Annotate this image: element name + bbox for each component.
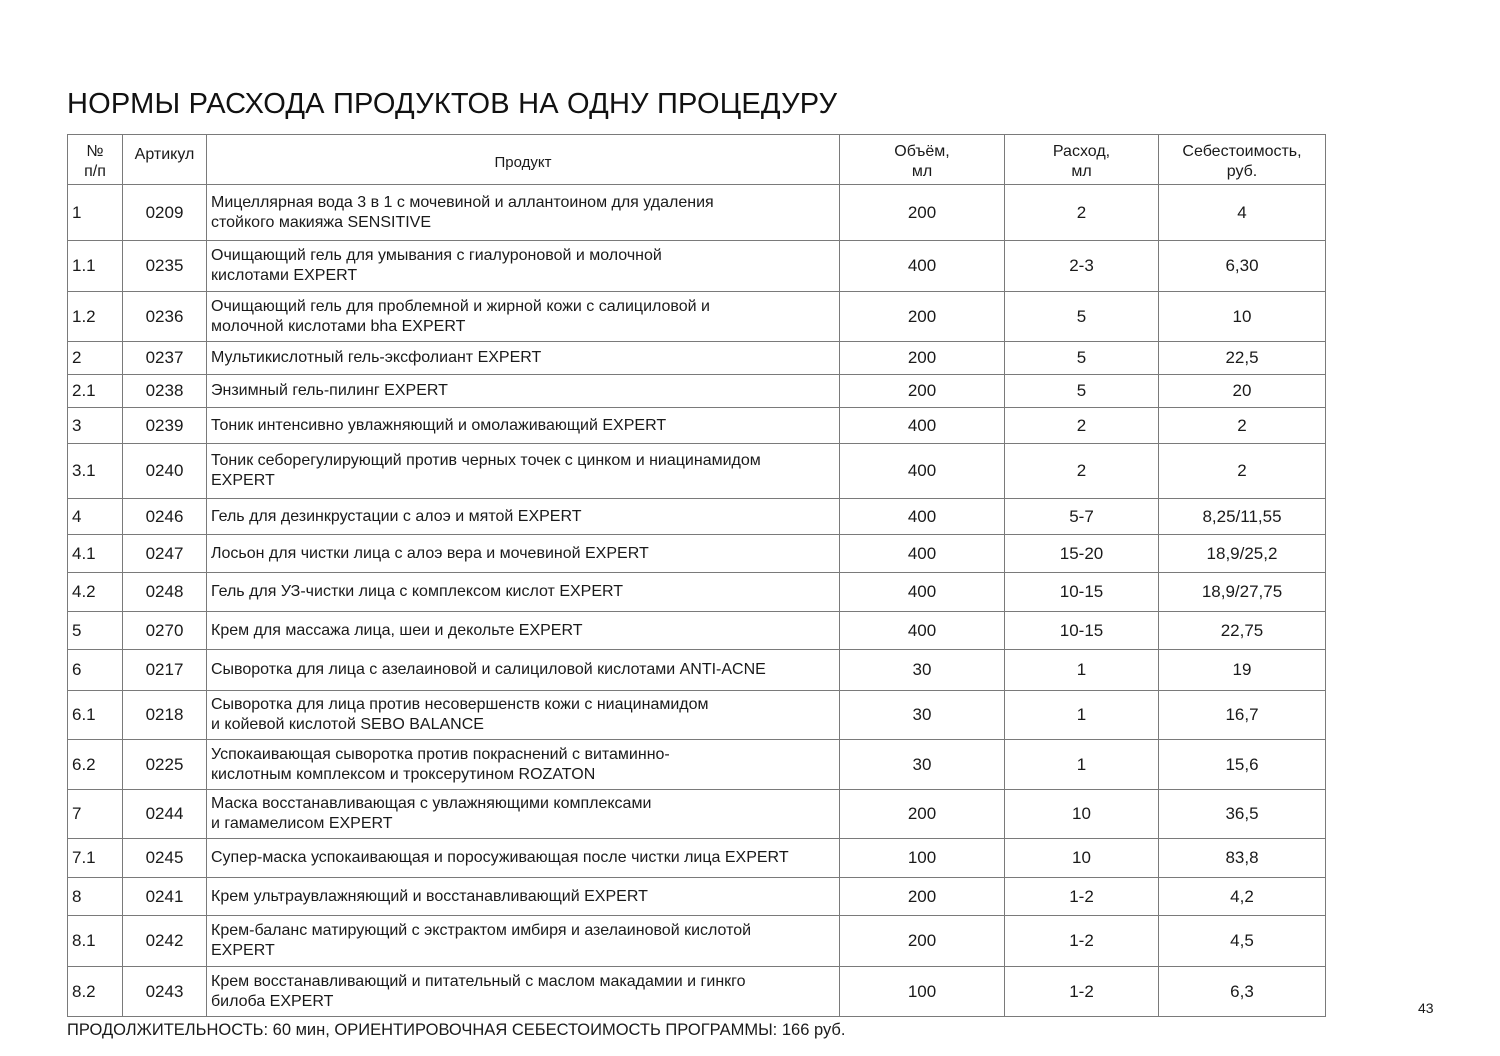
cell-volume: 200 (840, 342, 1005, 375)
cell-article: 0235 (123, 241, 207, 292)
cell-usage: 2-3 (1005, 241, 1159, 292)
cell-article: 0245 (123, 839, 207, 878)
product-line-1: Мультикислотный гель-эксфолиант EXPERT (211, 349, 542, 366)
table-row (68, 535, 1326, 573)
cell-cost: 16,7 (1159, 691, 1326, 740)
table-row (68, 740, 1326, 790)
cell-num: 6.2 (68, 740, 123, 790)
product-line-2: EXPERT (211, 942, 275, 959)
cell-usage: 2 (1005, 408, 1159, 444)
table-row (68, 292, 1326, 342)
cell-product (207, 241, 840, 292)
cell-cost: 15,6 (1159, 740, 1326, 790)
cell-article: 0225 (123, 740, 207, 790)
cell-product (207, 740, 840, 790)
header-article: Артикул (123, 135, 207, 185)
cell-article: 0237 (123, 342, 207, 375)
cell-cost: 18,9/27,75 (1159, 573, 1326, 612)
product-line-1: Энзимный гель-пилинг EXPERT (211, 382, 448, 399)
cell-cost: 2 (1159, 408, 1326, 444)
page-title: НОРМЫ РАСХОДА ПРОДУКТОВ НА ОДНУ ПРОЦЕДУРУ (67, 88, 838, 120)
product-line-1: Крем ультраувлажняющий и восстанавливающий EXPERT (211, 887, 648, 905)
cell-usage: 1-2 (1005, 878, 1159, 916)
cell-num: 6 (68, 650, 123, 691)
cell-usage: 5 (1005, 375, 1159, 408)
cell-num: 4.2 (68, 573, 123, 612)
table-row (68, 790, 1326, 839)
product-line-1: Успокаивающая сыворотка против покраснений с витаминно- (211, 745, 670, 763)
cell-usage: 1 (1005, 650, 1159, 691)
cell-usage: 15-20 (1005, 535, 1159, 573)
product-line-1: Мицеллярная вода 3 в 1 с мочевиной и аллантоином для удаления (211, 193, 714, 211)
product-line-2: билоба EXPERT (211, 992, 334, 1010)
cell-usage: 5-7 (1005, 499, 1159, 535)
cell-product (207, 839, 840, 878)
cell-cost: 4 (1159, 185, 1326, 241)
product-line-1: Сыворотка для лица с азелаиновой и салициловой кислотами ANTI-ACNE (211, 661, 766, 678)
cell-volume: 200 (840, 375, 1005, 408)
cell-num: 8.1 (68, 916, 123, 967)
table-row (68, 573, 1326, 612)
cell-num: 3.1 (68, 444, 123, 499)
cell-product (207, 408, 840, 444)
table-row (68, 612, 1326, 650)
table-row (68, 375, 1326, 408)
cell-volume: 100 (840, 967, 1005, 1017)
cell-cost: 4,2 (1159, 878, 1326, 916)
cell-product (207, 916, 840, 967)
header-product: Продукт (207, 135, 840, 185)
cell-article: 0244 (123, 790, 207, 839)
product-line-1: Тоник интенсивно увлажняющий и омолаживающий EXPERT (211, 416, 667, 434)
cell-product (207, 612, 840, 650)
cell-num: 1.1 (68, 241, 123, 292)
cell-product (207, 185, 840, 241)
cell-article: 0248 (123, 573, 207, 612)
cell-volume: 400 (840, 444, 1005, 499)
footer-note: ПРОДОЛЖИТЕЛЬНОСТЬ: 60 мин, ОРИЕНТИРОВОЧНАЯ СЕБЕСТОИМОСТЬ ПРОГРАММЫ: 166 руб. (67, 1021, 846, 1039)
table-header-row (68, 135, 1326, 185)
table-row (68, 650, 1326, 691)
cell-product (207, 878, 840, 916)
cell-num: 8 (68, 878, 123, 916)
cell-cost: 36,5 (1159, 790, 1326, 839)
cell-volume: 200 (840, 916, 1005, 967)
product-line-1: Очищающий гель для умывания с гиалуроновой и молочной (211, 247, 662, 264)
cell-article: 0246 (123, 499, 207, 535)
cell-article: 0242 (123, 916, 207, 967)
cell-cost: 2 (1159, 444, 1326, 499)
product-line-1: Крем восстанавливающий и питательный с маслом макадамии и гинкго (211, 972, 746, 990)
product-line-2: молочной кислотами bha EXPERT (211, 317, 466, 335)
product-line-1: Крем-баланс матирующий с экстрактом имбиря и азелаиновой кислотой (211, 922, 752, 939)
product-line-1: Сыворотка для лица против несовершенств кожи с ниацинамидом (211, 696, 709, 713)
cell-usage: 1-2 (1005, 967, 1159, 1017)
cell-cost: 22,75 (1159, 612, 1326, 650)
cell-volume: 200 (840, 185, 1005, 241)
product-line-1: Лосьон для чистки лица с алоэ вера и мочевиной EXPERT (211, 544, 649, 562)
table-row (68, 342, 1326, 375)
product-line-1: Гель для дезинкрустации с алоэ и мятой EXPERT (211, 507, 582, 525)
cell-article: 0217 (123, 650, 207, 691)
product-line-1: Крем для массажа лица, шеи и декольте EXPERT (211, 621, 583, 639)
cell-usage: 5 (1005, 292, 1159, 342)
cell-usage: 2 (1005, 185, 1159, 241)
product-line-1: Тоник себорегулирующий против черных точек с цинком и ниацинамидом (211, 452, 761, 469)
cell-num: 1.2 (68, 292, 123, 342)
cell-num: 6.1 (68, 691, 123, 740)
cell-article: 0236 (123, 292, 207, 342)
cell-product (207, 573, 840, 612)
table-row (68, 499, 1326, 535)
cell-volume: 100 (840, 839, 1005, 878)
cell-volume: 30 (840, 691, 1005, 740)
cell-product (207, 650, 840, 691)
cell-num: 7.1 (68, 839, 123, 878)
header-num: № п/п (68, 135, 123, 185)
product-line-2: стойкого макияжа SENSITIVE (211, 213, 432, 231)
cell-product (207, 499, 840, 535)
cell-usage: 1 (1005, 691, 1159, 740)
cell-usage: 1 (1005, 740, 1159, 790)
cell-num: 3 (68, 408, 123, 444)
cell-num: 8.2 (68, 967, 123, 1017)
cell-volume: 30 (840, 650, 1005, 691)
cell-usage: 10-15 (1005, 612, 1159, 650)
cell-product (207, 790, 840, 839)
cell-article: 0218 (123, 691, 207, 740)
consumption-table (67, 134, 1326, 1017)
cell-cost: 83,8 (1159, 839, 1326, 878)
cell-usage: 5 (1005, 342, 1159, 375)
cell-cost: 6,30 (1159, 241, 1326, 292)
cell-cost: 8,25/11,55 (1159, 499, 1326, 535)
table-row (68, 185, 1326, 241)
cell-article: 0247 (123, 535, 207, 573)
cell-num: 5 (68, 612, 123, 650)
cell-volume: 200 (840, 878, 1005, 916)
cell-volume: 400 (840, 612, 1005, 650)
table-row (68, 241, 1326, 292)
cell-num: 2.1 (68, 375, 123, 408)
table-row (68, 444, 1326, 499)
product-line-1: Гель для УЗ-чистки лица с комплексом кислот EXPERT (211, 583, 624, 600)
cell-cost: 18,9/25,2 (1159, 535, 1326, 573)
cell-cost: 19 (1159, 650, 1326, 691)
product-line-2: кислотным комплексом и троксерутином ROZATON (211, 765, 596, 783)
product-line-1: Супер-маска успокаивающая и поросуживающая после чистки лица EXPERT (211, 849, 789, 866)
cell-usage: 10 (1005, 839, 1159, 878)
cell-cost: 4,5 (1159, 916, 1326, 967)
cell-product (207, 967, 840, 1017)
cell-cost: 20 (1159, 375, 1326, 408)
cell-cost: 22,5 (1159, 342, 1326, 375)
cell-product (207, 691, 840, 740)
cell-article: 0240 (123, 444, 207, 499)
page-number: 43 (1418, 1000, 1434, 1016)
header-usage: Расход, мл (1005, 135, 1159, 185)
cell-article: 0239 (123, 408, 207, 444)
cell-num: 7 (68, 790, 123, 839)
product-line-2: и гамамелисом EXPERT (211, 815, 393, 832)
cell-article: 0238 (123, 375, 207, 408)
cell-volume: 400 (840, 241, 1005, 292)
table-row (68, 967, 1326, 1017)
product-line-2: и койевой кислотой SEBO BALANCE (211, 716, 484, 733)
table-row (68, 878, 1326, 916)
header-cost: Себестоимость, руб. (1159, 135, 1326, 185)
cell-num: 4.1 (68, 535, 123, 573)
cell-volume: 400 (840, 408, 1005, 444)
cell-product (207, 292, 840, 342)
product-line-1: Маска восстанавливающая с увлажняющими комплексами (211, 795, 652, 812)
cell-volume: 400 (840, 573, 1005, 612)
cell-volume: 200 (840, 292, 1005, 342)
cell-product (207, 444, 840, 499)
cell-article: 0241 (123, 878, 207, 916)
cell-volume: 400 (840, 535, 1005, 573)
cell-num: 4 (68, 499, 123, 535)
table-row (68, 916, 1326, 967)
cell-usage: 10 (1005, 790, 1159, 839)
cell-usage: 2 (1005, 444, 1159, 499)
header-volume: Объём, мл (840, 135, 1005, 185)
cell-product (207, 535, 840, 573)
table-row (68, 839, 1326, 878)
cell-volume: 30 (840, 740, 1005, 790)
cell-usage: 10-15 (1005, 573, 1159, 612)
cell-usage: 1-2 (1005, 916, 1159, 967)
cell-volume: 200 (840, 790, 1005, 839)
product-line-1: Очищающий гель для проблемной и жирной кожи с салициловой и (211, 297, 710, 315)
cell-article: 0209 (123, 185, 207, 241)
cell-article: 0270 (123, 612, 207, 650)
table-row (68, 408, 1326, 444)
cell-product (207, 342, 840, 375)
table-row (68, 691, 1326, 740)
product-line-2: EXPERT (211, 472, 275, 489)
cell-volume: 400 (840, 499, 1005, 535)
cell-product (207, 375, 840, 408)
cell-cost: 6,3 (1159, 967, 1326, 1017)
cell-cost: 10 (1159, 292, 1326, 342)
cell-num: 1 (68, 185, 123, 241)
cell-num: 2 (68, 342, 123, 375)
cell-article: 0243 (123, 967, 207, 1017)
product-line-2: кислотами EXPERT (211, 267, 358, 284)
